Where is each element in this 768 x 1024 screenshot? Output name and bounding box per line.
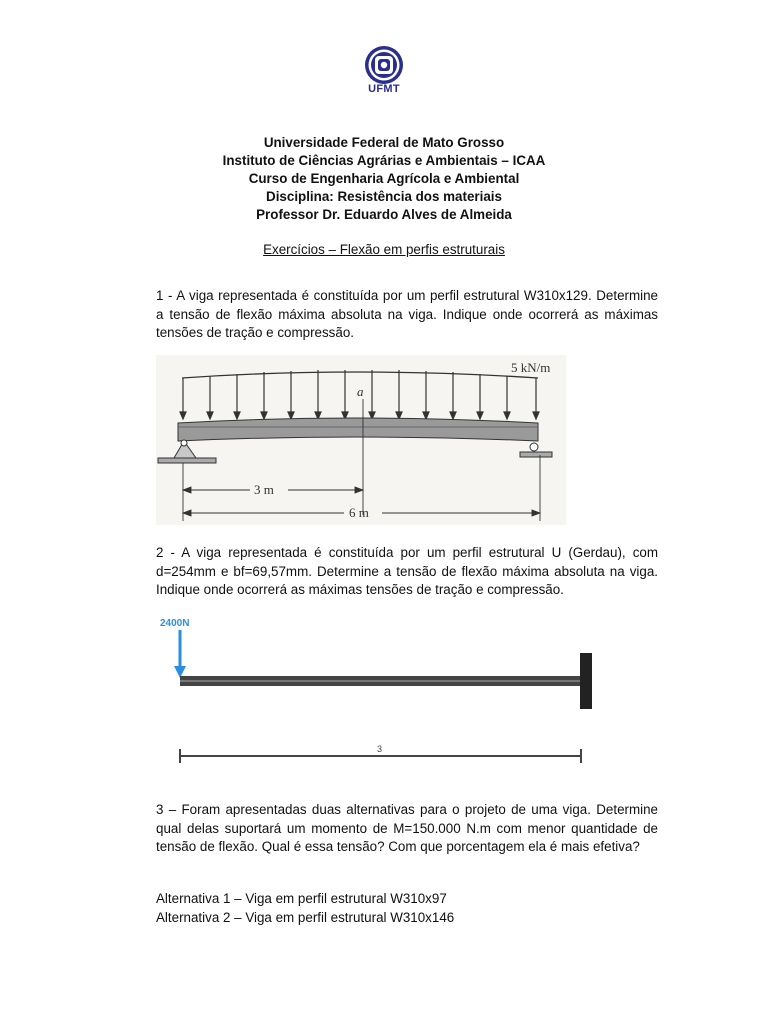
- exercise-title: [0, 241, 768, 259]
- header-line-university: Universidade Federal de Mato Grosso: [263, 135, 505, 150]
- question-1-text: 1 - A viga representada é constituída por um perfil estrutural W310x129. Determine a tensão de flexão máxima absoluta na viga. Indique onde ocorrerá as máximas tensões de tração e compressão.: [156, 288, 658, 340]
- alternative-2: Alternativa 2 – Viga em perfil estrutural W310x146: [156, 910, 455, 925]
- section-label-a: a: [357, 384, 364, 399]
- header-line-course: Curso de Engenharia Agrícola e Ambiental: [248, 171, 520, 186]
- question-1-figure: [156, 355, 566, 525]
- question-2-figure: [156, 610, 596, 770]
- exercise-title-text: Exercícios – Flexão em perfis estruturais: [263, 242, 505, 257]
- beam-1: [178, 418, 538, 441]
- alternative-1: Alternativa 1 – Viga em perfil estrutural W310x97: [156, 891, 447, 906]
- pin-support-left: [158, 440, 216, 463]
- header-line-institute: Instituto de Ciências Agrárias e Ambientais – ICAA: [222, 153, 546, 168]
- header-line-professor: Professor Dr. Eduardo Alves de Almeida: [256, 207, 512, 222]
- logo-text: UFMT: [368, 83, 400, 95]
- dimension-3m-label: 3 m: [254, 482, 274, 497]
- force-label: 2400N: [160, 618, 190, 629]
- load-label: 5 kN/m: [511, 360, 551, 375]
- question-2-text: 2 - A viga representada é constituída por um perfil estrutural U (Gerdau), com d=254mm e bf=69,57mm. Determine a tensão de flexão máxima absoluta na viga. Indique onde ocorrerá as máximas tensões de tração e compressão.: [156, 545, 658, 597]
- dimension-6m-label: 6 m: [349, 505, 369, 520]
- header-line-discipline: Disciplina: Resistência dos materiais: [266, 189, 502, 204]
- roller-support-right: [520, 443, 552, 457]
- length-label: 3: [377, 744, 383, 754]
- question-3-text: 3 – Foram apresentadas duas alternativas para o projeto de uma viga. Determine qual delas suportará um momento de M=150.000 N.m com menor quantidade de tensão de flexão. Qual é essa tensão? Com que porcentagem ela é mais efetiva?: [156, 802, 658, 854]
- distributed-load-line: [182, 372, 538, 378]
- document-header: [0, 134, 768, 224]
- force-arrow: [174, 630, 186, 678]
- fixed-support: [580, 653, 592, 709]
